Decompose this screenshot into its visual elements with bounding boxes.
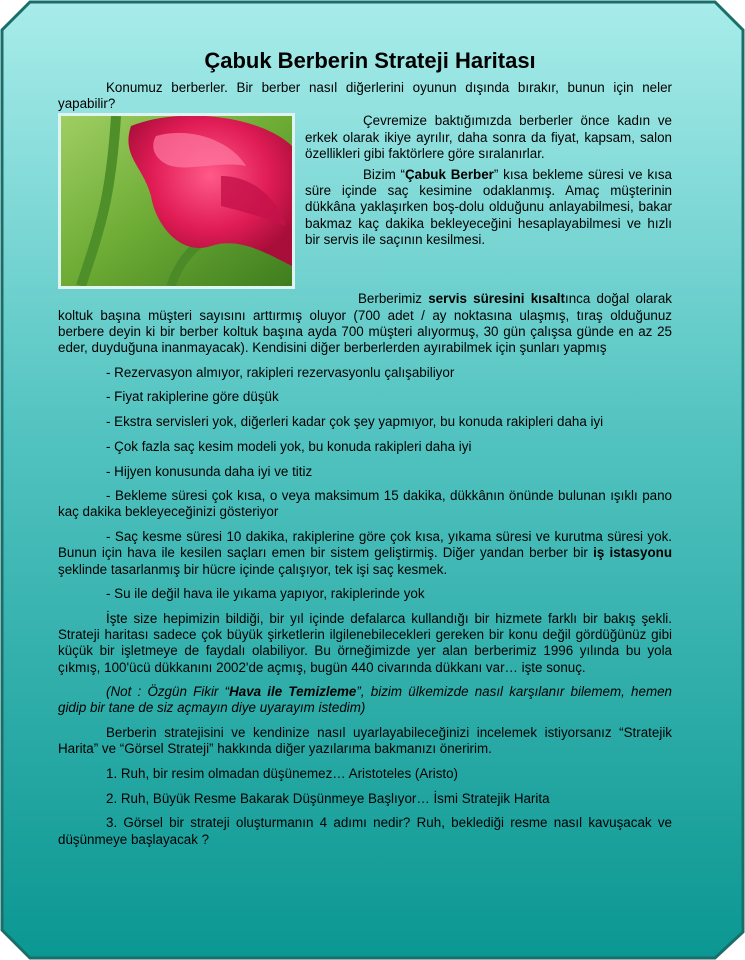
rose-photo — [58, 113, 295, 289]
reference-item: 3. Görsel bir strateji oluşturmanın 4 adımı nedir? Ruh, beklediği resme nasıl kavuşacak ve düşünmeye başlayacak ? — [58, 815, 672, 847]
paragraph-service-time: Berberimiz servis süresini kısaltınca doğal olarak koltuk başına müşteri sayısını arttırmış oluyor (700 adet / ay noktasına ulaşmış, tıraş olduğunuz berbere deyin ki bir berber koltuk başına ayda 700 müşteri alıyormuş, 30 gün çalışsa günde en az 25 eder, duyduğuna inanmayacak). Kendisini diğer berberlerden ayırabilmek için şunları yapmış — [58, 291, 672, 356]
page-title: Çabuk Berberin Strateji Haritası — [204, 48, 536, 73]
list-item: - Çok fazla saç kesim modeli yok, bu konuda rakipleri daha iyi — [106, 438, 472, 454]
reference-item: 2. Ruh, Büyük Resme Bakarak Düşünmeye Başlıyor… İsmi Stratejik Harita — [106, 790, 550, 806]
paragraph-quick-barber: Bizim “Çabuk Berber” kısa bekleme süresi ve kısa süre içinde saç kesimine odaklanmış. Amaç müşterinin dükkâna yaklaşırken boş-dolu olduğunu anlayabilmesi, bakar bakmaz kaç dakika bekleyeceğini hesaplayabilmesi ve hızlı bir servis ile saçının kesilmesi. — [305, 167, 672, 247]
list-item: - Saç kesme süresi 10 dakika, rakiplerine göre çok kısa, yıkama süresi ve kurutma süresi yok. Bunun için hava ile kesilen saçları emen bir sistem geliştirmiş. Diğer yandan berber bir iş istasyonu şeklinde tasarlanmış bir hücre içinde çalışıyor, tek işi saç kesmek. — [58, 529, 672, 577]
intro-paragraph: Konumuz berberler. Bir berber nasıl diğerlerini oyunun dışında bırakır, bunun için neler yapabilir? — [58, 80, 672, 112]
note-paragraph: (Not : Özgün Fikir “Hava ile Temizleme”, bizim ülkemizde nasıl karşılanır bilemem, hemen gidip bir tane de siz açmayın diye uyarayım istedim) — [58, 684, 672, 716]
paragraph-categories: Çevremize baktığımızda berberler önce kadın ve erkek olarak ikiye ayrılır, daha sonra da fiyat, kapsam, salon özellikleri gibi faktörlere göre sıralanırlar. — [305, 113, 672, 161]
rose-icon — [61, 116, 292, 286]
list-item: - Fiyat rakiplerine göre düşük — [106, 389, 279, 405]
list-item: - Hijyen konusunda daha iyi ve titiz — [106, 463, 313, 479]
paragraph-conclusion: İşte size hepimizin bildiği, bir yıl içinde defalarca kullandığı bir hizmete farklı bir bakış şekli. Strateji haritası sadece çok büyük şirketlerin ilgilenebilecekleri gereken bir konu değil gördüğünüz gibi küçük bir işletmeye de faydalı olabiliyor. Bu örneğimizde yer alan berberimiz 1996 yılında bu yola çıkmış, 100'ücü dükkanını 2002'de açmış, bugün 440 civarında dükkanı var… işte sonuç. — [58, 610, 672, 675]
article — [58, 48, 672, 856]
list-item: - Su ile değil hava ile yıkama yapıyor, rakiplerinde yok — [106, 586, 425, 602]
list-item: - Rezervasyon almıyor, rakipleri rezervasyonlu çalışabiliyor — [106, 364, 455, 380]
paragraph-references-intro: Berberin stratejisini ve kendinize nasıl uyarlayabileceğinizi incelemek istiyorsanız “Stratejik Harita” ve “Görsel Strateji” hakkında diğer yazılarıma bakmanızı öneririm. — [58, 725, 672, 757]
list-item: - Ekstra servisleri yok, diğerleri kadar çok şey yapmıyor, bu konuda rakipleri daha iyi — [106, 414, 604, 430]
reference-item: 1. Ruh, bir resim olmadan düşünemez… Aristoteles (Aristo) — [106, 766, 459, 782]
list-item: - Bekleme süresi çok kısa, o veya maksimum 15 dakika, dükkânın önünde bulunan ışıklı pano kaç dakika bekleyeceğinizi gösteriyor — [58, 488, 672, 520]
